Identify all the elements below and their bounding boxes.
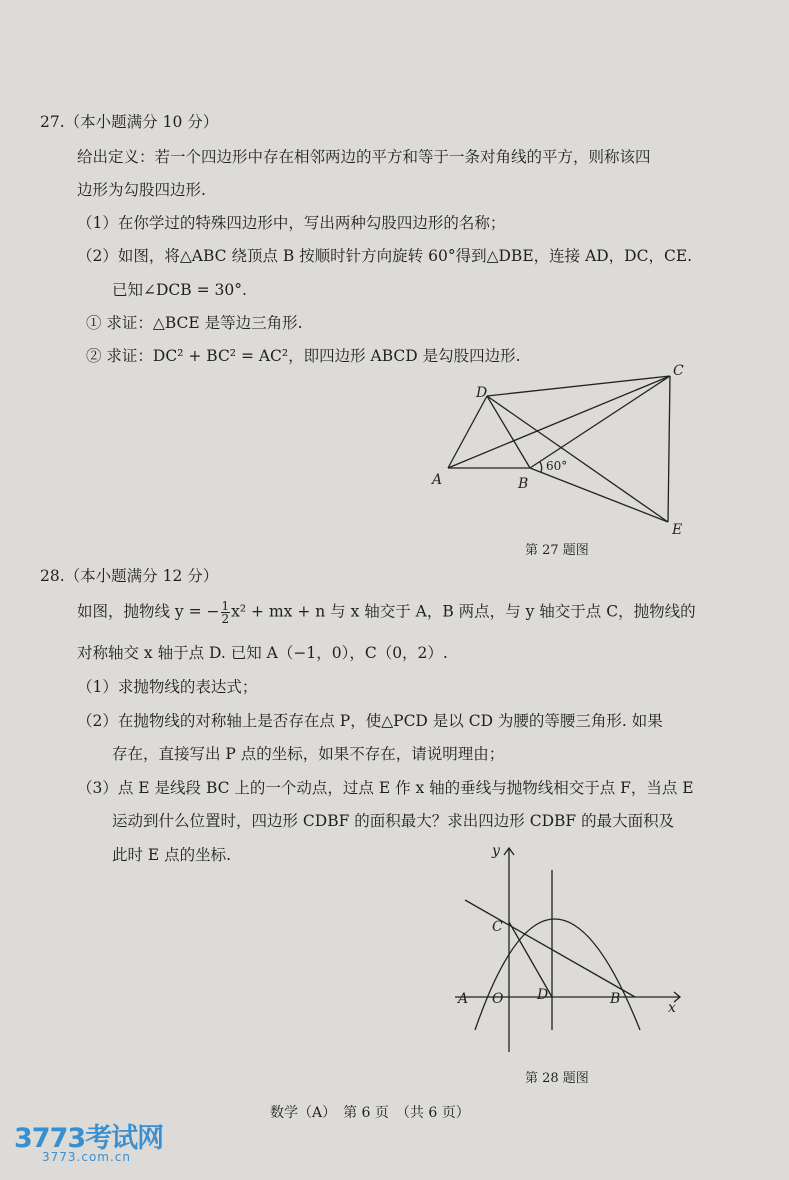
q28-intro-b: x² + mx + n 与 x 轴交于 A，B 两点，与 y 轴交于点 C，抛物线的	[231, 602, 696, 621]
q28-header: 28.（本小题满分 12 分）	[40, 567, 219, 585]
fraction-one-half: $\frac{1}{2}$	[221, 599, 230, 626]
segment-CE	[668, 376, 670, 522]
label-x: x	[668, 1000, 676, 1016]
angle-label: 60°	[546, 459, 568, 473]
q27-sub2: ② 求证：DC² + BC² = AC²，即四边形 ABCD 是勾股四边形.	[86, 347, 521, 365]
segment-DC	[487, 376, 670, 396]
segment-BE	[530, 468, 668, 522]
figure-28-caption: 第 28 题图	[525, 1071, 589, 1086]
segment-BC	[530, 376, 670, 468]
line-CB	[465, 900, 635, 997]
label-C: C	[673, 363, 684, 379]
figure-27	[420, 358, 710, 538]
label-y: y	[492, 843, 500, 859]
q27-part2-line1: （2）如图，将△ABC 绕顶点 B 按顺时针方向旋转 60°得到△DBE，连接 AD，DC，CE.	[77, 247, 693, 265]
q27-header: 27.（本小题满分 10 分）	[40, 113, 219, 131]
label-D: D	[537, 987, 549, 1003]
q27-sub1: ① 求证：△BCE 是等边三角形.	[86, 314, 303, 332]
segment-CD	[509, 922, 552, 997]
q28-part3-line1: （3）点 E 是线段 BC 上的一个动点，过点 E 作 x 轴的垂线与抛物线相交于点 F，当点 E	[77, 779, 694, 797]
q27-definition-line2: 边形为勾股四边形.	[77, 181, 206, 199]
q28-part3-line2: 运动到什么位置时，四边形 CDBF 的面积最大？求出四边形 CDBF 的最大面积及	[112, 812, 675, 830]
label-A: A	[432, 472, 443, 488]
label-B: B	[518, 476, 529, 492]
label-B: B	[610, 991, 621, 1007]
q28-intro-line2: 对称轴交 x 轴于点 D. 已知 A（−1，0），C（0，2）.	[77, 644, 448, 662]
label-A: A	[458, 991, 469, 1007]
label-C: C	[492, 919, 503, 935]
watermark-brand: 3773考试网	[14, 1123, 164, 1154]
parabola	[475, 919, 640, 1030]
q27-part2-line2: 已知∠DCB = 30°.	[112, 281, 247, 299]
q28-part2-line1: （2）在抛物线的对称轴上是否存在点 P，使△PCD 是以 CD 为腰的等腰三角形. 如果	[77, 712, 663, 730]
q27-part1: （1）在你学过的特殊四边形中，写出两种勾股四边形的名称；	[77, 214, 506, 232]
segment-AD	[448, 396, 487, 468]
q28-intro-line1	[77, 600, 696, 625]
q28-part3-line3: 此时 E 点的坐标.	[112, 846, 232, 864]
watermark-url: 3773.com.cn	[42, 1150, 131, 1164]
q28-part2-line2: 存在，直接写出 P 点的坐标，如果不存在，请说明理由；	[112, 745, 505, 763]
label-D: D	[476, 385, 488, 401]
segment-BD	[487, 396, 530, 468]
q27-definition-line1: 给出定义：若一个四边形中存在相邻两边的平方和等于一条对角线的平方，则称该四	[77, 148, 651, 166]
q28-intro-a: 如图，抛物线 y = −	[77, 602, 220, 621]
page-footer: 数学（A） 第 6 页 （共 6 页）	[270, 1105, 470, 1121]
angle-arc	[540, 462, 542, 472]
label-O: O	[492, 991, 504, 1007]
label-E: E	[672, 522, 683, 538]
figure-28	[450, 840, 690, 1060]
q28-part1: （1）求抛物线的表达式；	[77, 678, 258, 696]
figure-27-caption: 第 27 题图	[525, 543, 589, 558]
